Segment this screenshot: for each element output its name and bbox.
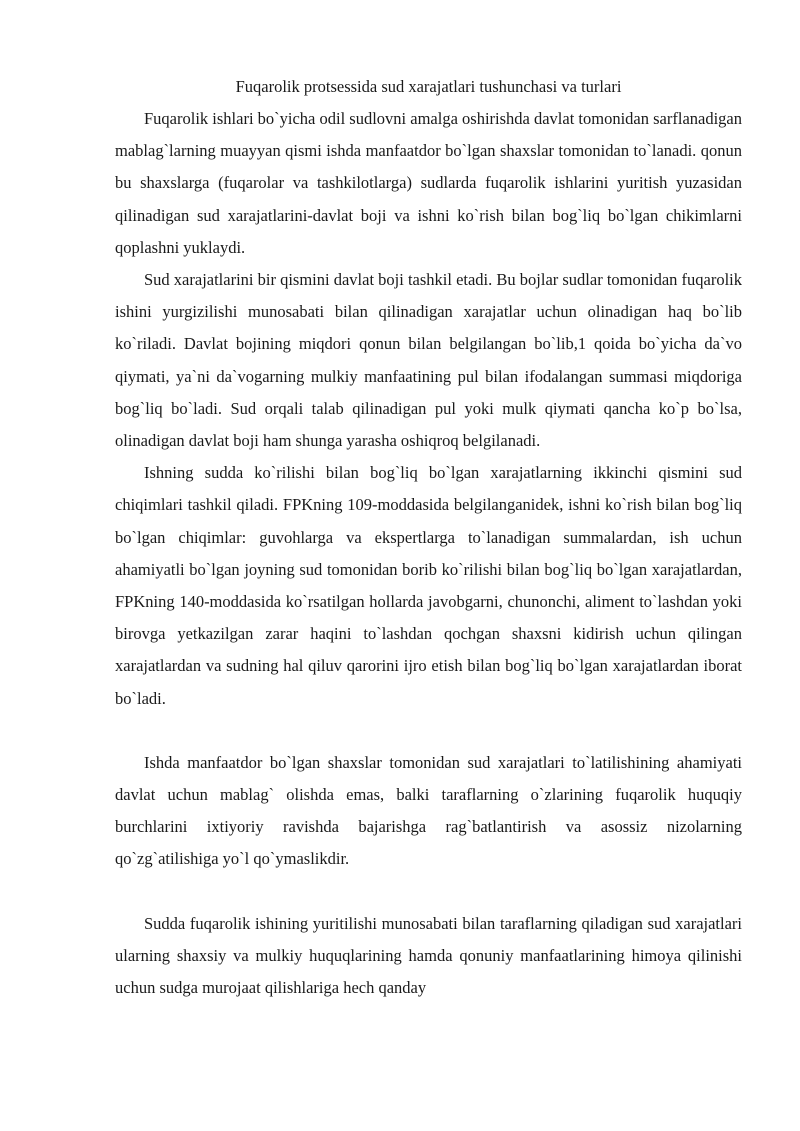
paragraph-3: Ishning sudda ko`rilishi bilan bog`liq bo`lgan xarajatlarning ikkinchi qismini sud chiqimlari tashkil qiladi. FPKning 109-moddasida belgilanganidek, ishni ko`rish bilan bog`liq bo`lgan chiqimlar: guvohlarga va ekspertlarga to`lanadigan summalardan, ish uchun ahamiyatli bo`lgan joyning sud tomonidan borib ko`rilishi bilan bog`liq bo`lgan xarajatlardan, FPKning 140-moddasida ko`rsatilgan hollarda javobgarni, chunonchi, aliment to`lashdan yoki birovga yetkazilgan zarar haqini to`lashdan qochgan shaxsni kidirish uchun qilingan xarajatlardan va sudning hal qiluv qarorini ijro etish bilan bog`liq bo`lgan xarajatlardan iborat bo`ladi. bbox=[115, 463, 742, 708]
document-title: Fuqarolik protsessida sud xarajatlari tushunchasi va turlari bbox=[235, 77, 622, 96]
paragraph-5: Sudda fuqarolik ishining yuritilishi munosabati bilan taraflarning qiladigan sud xarajatlari ularning shaxsiy va mulkiy huquqlarining hamda qonuniy manfaatlarining himoya qilinishi uchun sudga murojaat qilishlariga hech qanday bbox=[115, 913, 742, 998]
paragraph-1: Fuqarolik ishlari bo`yicha odil sudlovni amalga oshirishda davlat tomonidan sarflanadigan mablag`larning muayyan qismi ishda manfaatdor bo`lgan shaxslar tomonidan to`lanadi. qonun bu shaxslarga (fuqarolar va tashkilotlarga) sudlarda fuqarolik ishlarini yuritish yuzasidan qilinadigan sud xarajatlarini-davlat boji va ishni ko`rish bilan bog`liq bo`lgan chikimlarni qoplashni yuklaydi. bbox=[115, 109, 742, 257]
paragraph-2: Sud xarajatlarini bir qismini davlat boji tashkil etadi. Bu bojlar sudlar tomonidan fuqarolik ishini yurgizilishi munosabati bilan qilinadigan xarajatlar uchun olinadigan haq bo`lib ko`riladi. Davlat bojining miqdori qonun bilan belgilangan bo`lib,1 qoida bo`yicha da`vo qiymati, ya`ni da`vogarning mulkiy manfaatining pul bilan ifodalangan summasi miqdoriga bog`liq bo`ladi. Sud orqali talab qilinadigan pul yoki mulk qiymati qancha ko`p bo`lsa, olinadigan davlat boji ham shunga yarasha oshiqroq belgilanadi. bbox=[115, 270, 743, 451]
paragraph-4: Ishda manfaatdor bo`lgan shaxslar tomonidan sud xarajatlari to`latilishining ahamiyati davlat uchun mablag` olishda emas, balki taraflarning o`zlarining fuqarolik huquqiy burchlarini ixtiyoriy ravishda bajarishga rag`batlantirish va asossiz nizolarning qo`zg`atilishiga yo`l qo`ymaslikdir. bbox=[115, 752, 742, 869]
document-page bbox=[115, 72, 742, 1004]
